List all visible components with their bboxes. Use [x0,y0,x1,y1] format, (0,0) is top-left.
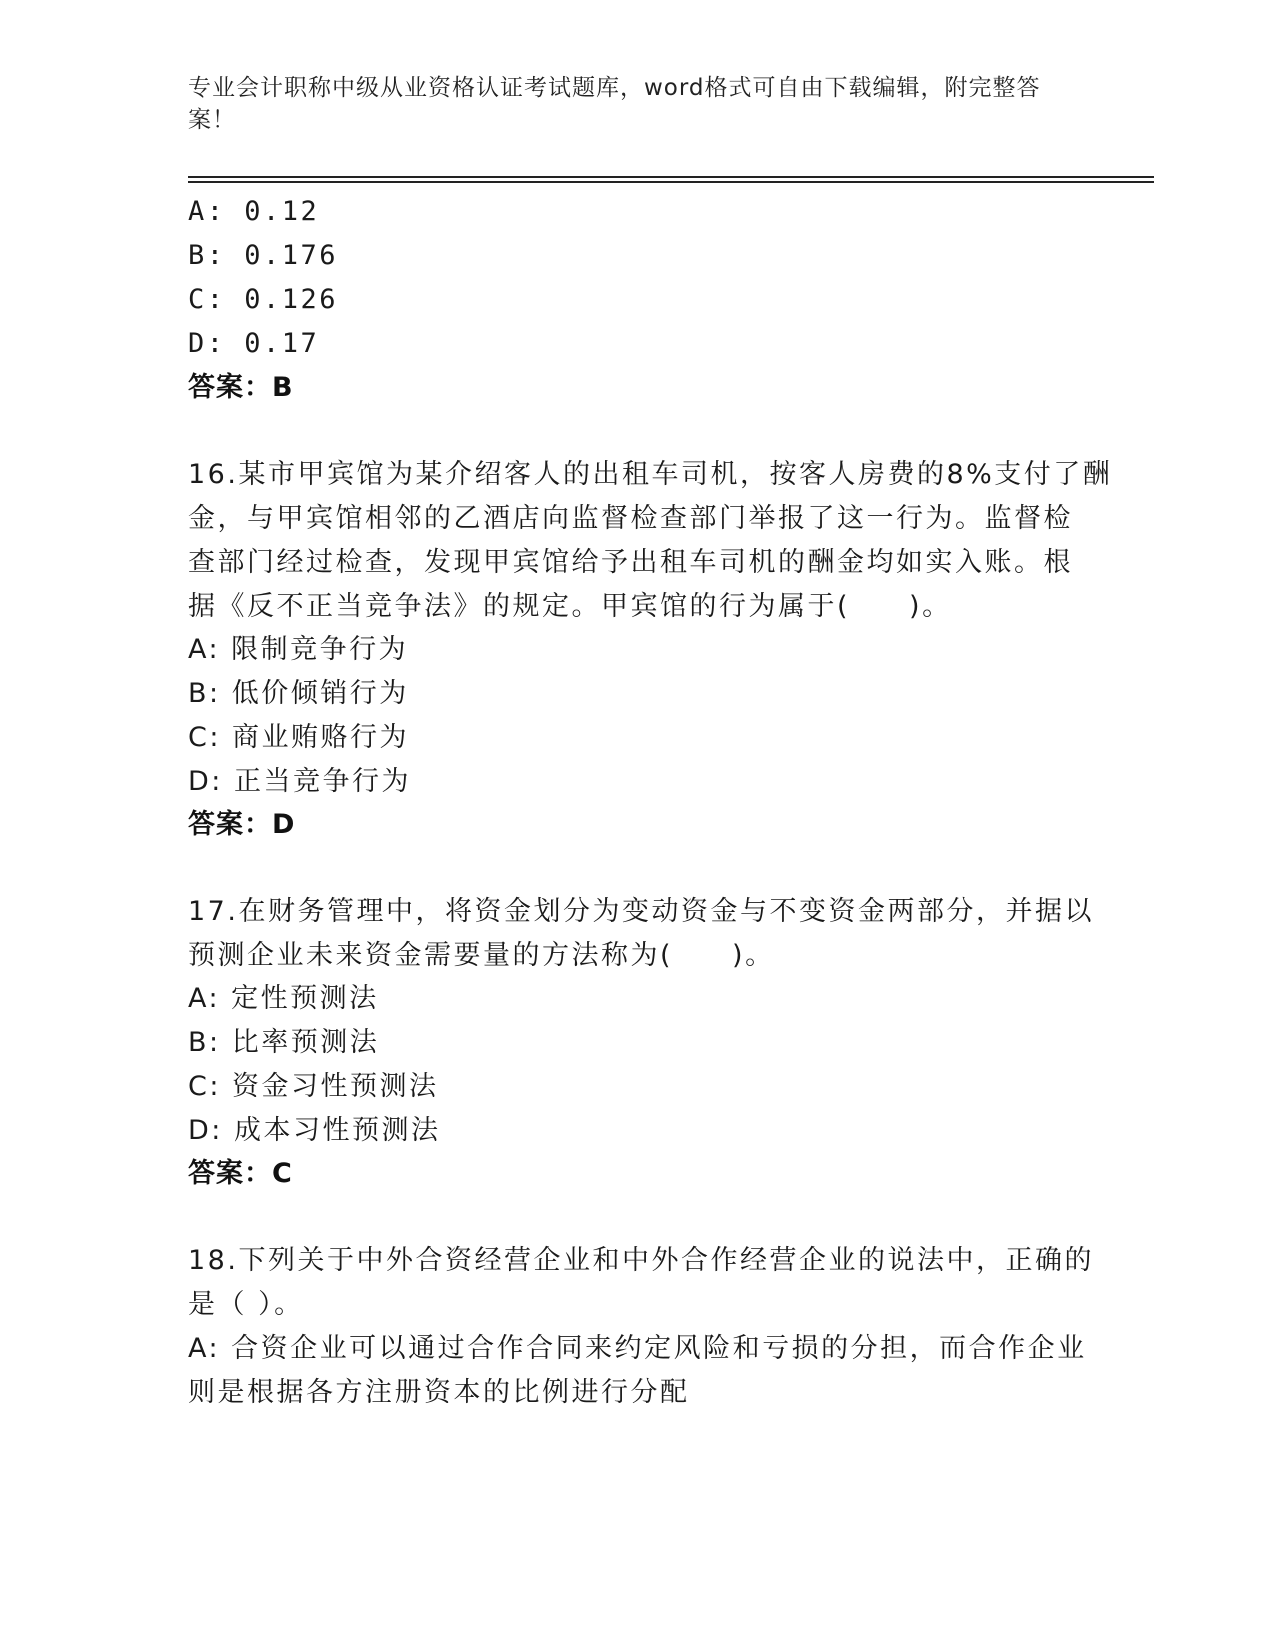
question-stem-line: 据《反不正当竞争法》的规定。甲宾馆的行为属于( )。 [188,591,952,622]
document-header: 专业会计职称中级从业资格认证考试题库，word格式可自由下载编辑，附完整答案！ [188,75,1041,133]
option-d: D: 0.17 [188,328,320,359]
question-stem-line: 17.在财务管理中，将资金划分为变动资金与不变资金两部分，并据以 [188,896,1094,927]
answer-label: 答案：B [188,372,294,403]
option-d: D: 正当竞争行为 [188,766,411,797]
option-a: A: 定性预测法 [188,983,379,1014]
answer-label: 答案：D [188,809,296,840]
question-stem-line: 查部门经过检查，发现甲宾馆给予出租车司机的酬金均如实入账。根 [188,547,1073,578]
answer-label: 答案：C [188,1158,293,1189]
option-b: B: 低价倾销行为 [188,678,409,709]
option-a-continued: 则是根据各方注册资本的比例进行分配 [188,1377,690,1408]
option-a: A: 限制竞争行为 [188,634,409,665]
header-divider-bottom [188,181,1154,183]
option-a: A: 0.12 [188,196,320,227]
question-stem-line: 18.下列关于中外合资经营企业和中外合作经营企业的说法中，正确的 [188,1245,1094,1276]
header-divider-top [188,176,1154,178]
option-d: D: 成本习性预测法 [188,1115,441,1146]
question-stem-line: 金，与甲宾馆相邻的乙酒店向监督检查部门举报了这一行为。监督检 [188,503,1073,534]
option-b: B: 0.176 [188,240,339,271]
option-b: B: 比率预测法 [188,1027,380,1058]
question-stem-line: 预测企业未来资金需要量的方法称为( )。 [188,940,775,971]
option-a: A: 合资企业可以通过合作合同来约定风险和亏损的分担，而合作企业 [188,1333,1087,1364]
option-c: C: 0.126 [188,284,339,315]
option-c: C: 资金习性预测法 [188,1071,439,1102]
question-stem-line: 16.某市甲宾馆为某介绍客人的出租车司机，按客人房费的8%支付了酬 [188,459,1113,490]
option-c: C: 商业贿赂行为 [188,722,410,753]
question-stem-line: 是（ ）。 [188,1289,304,1320]
